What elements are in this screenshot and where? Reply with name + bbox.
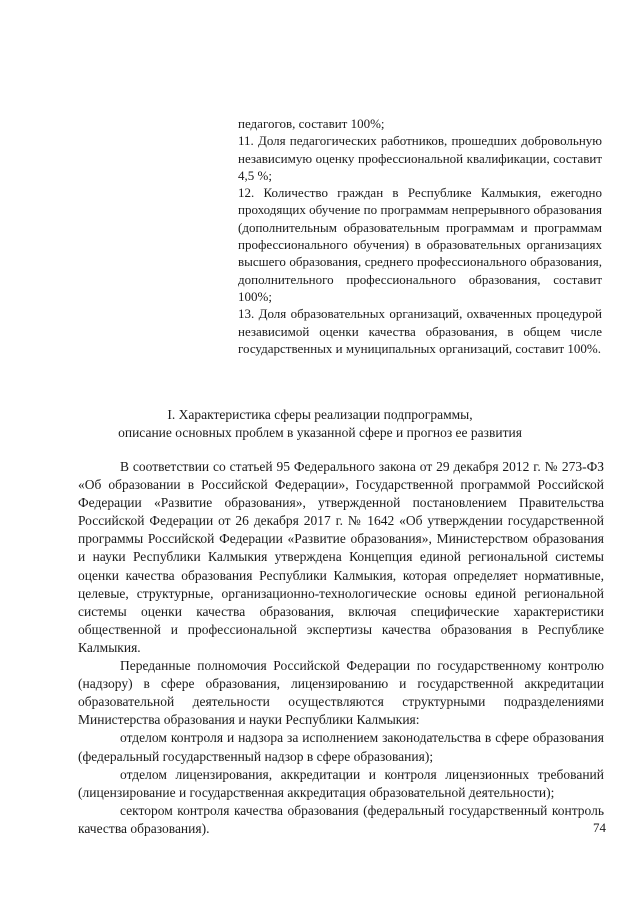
body-text — [78, 458, 604, 838]
body-paragraph: отделом лицензирования, аккредитации и контроля лицензионных требований (лицензирование и государственная аккредитация образовательной деятельности); — [78, 766, 604, 800]
indicator-item: 12. Количество граждан в Республике Калмыкия, ежегодно проходящих обучение по программам непрерывного образования (дополнительным образовательным программам и программам профессионального обучения) в образовательных организациях высшего образования, среднего профессионального образования, дополнительного профессионального образования, составит 100%; — [238, 185, 602, 304]
body-paragraph: Переданные полномочия Российской Федерации по государственному контролю (надзору) в сфере образования, лицензированию и государственной аккредитации образовательной деятельности осуществляются структурными подразделениями Министерства образования и науки Республики Калмыкия: — [78, 658, 604, 728]
indicator-item: педагогов, составит 100%; — [238, 116, 385, 131]
section-heading — [60, 406, 580, 442]
section-heading-line: описание основных проблем в указанной сфере и прогноз ее развития — [118, 425, 522, 440]
body-paragraph: В соответствии со статьей 95 Федерального закона от 29 декабря 2012 г. № 273-ФЗ «Об образовании в Российской Федерации», Государственной программой Российской Федерации «Развитие образования», утвержденной постановлением Правительства Российской Федерации от 26 декабря 2017 г. № 1642 «Об утверждении государственной программы Российской Федерации «Развитие образования», Министерством образования и науки Республики Калмыкия утверждена Концепция единой региональной системы оценки качества образования Республики Калмыкия, которая определяет нормативные, целевые, структурные, организационно-технологические основы единой региональной системы оценки качества образования, включая специфические характеристики общественной и профессиональной экспертизы качества образования в Республике Калмыкия. — [78, 459, 604, 655]
page-number: 74 — [593, 820, 606, 835]
indicator-item: 11. Доля педагогических работников, прошедших добровольную независимую оценку профессиональной квалификации, составит 4,5 %; — [238, 133, 602, 183]
body-paragraph: отделом контроля и надзора за исполнением законодательства в сфере образования (федеральный государственный надзор в сфере образования); — [78, 730, 604, 764]
body-paragraph: сектором контроля качества образования (федеральный государственный контроль качества образования). — [78, 802, 604, 836]
section-heading-line: I. Характеристика сферы реализации подпрограммы, — [167, 407, 473, 422]
indicator-item: 13. Доля образовательных организаций, охваченных процедурой независимой оценки качества образования, в общем числе государственных и муниципальных организаций, составит 100%. — [238, 306, 602, 356]
indicator-list — [238, 115, 602, 357]
